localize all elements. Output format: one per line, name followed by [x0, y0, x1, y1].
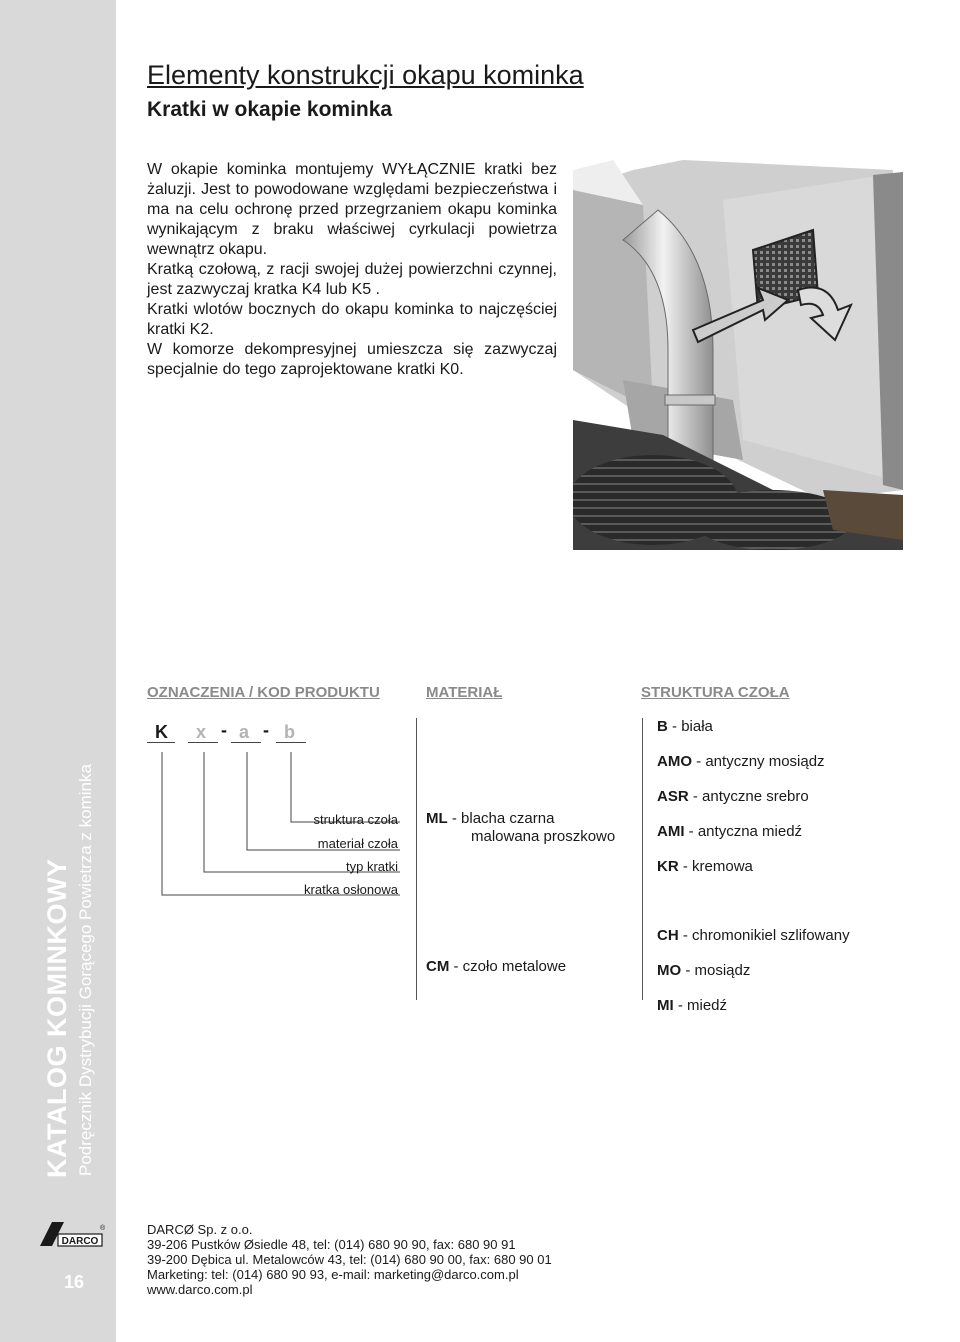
catalog-title: KATALOG KOMINKOWY	[42, 858, 72, 1178]
structure-desc: antyczna miedź	[697, 823, 803, 840]
structure-sep: -	[673, 997, 688, 1014]
material-code: ML	[426, 810, 448, 827]
structure-item	[657, 962, 750, 979]
code-a: a	[239, 722, 250, 742]
structure-item	[657, 823, 802, 840]
material-column-header: MATERIAŁ	[426, 684, 503, 701]
structure-sep: -	[678, 927, 693, 944]
intro-paragraph: W okapie kominka montujemy WYŁĄCZNIE kratki bez żaluzji. Jest to powodowane względami bezpieczeństwa i ma na celu ochronę przed przegrzaniem okapu kominka wynikającym z braku właściwej cyrkulacji powietrza wewnątrz okapu.	[147, 161, 557, 258]
page-subtitle: Kratki w okapie kominka	[147, 98, 393, 121]
label-kratka: kratka osłonowa	[304, 882, 398, 897]
structure-sep: -	[678, 858, 693, 875]
darco-logo	[38, 1220, 106, 1250]
code-column-header: OZNACZENIA / KOD PRODUKTU	[147, 684, 380, 701]
structure-code: AMO	[657, 753, 692, 770]
structure-code: MI	[657, 997, 674, 1014]
code-x: x	[196, 722, 207, 742]
logo-text: DARCO	[61, 1236, 99, 1247]
column-divider	[642, 718, 643, 1000]
material-desc: malowana proszkowo	[471, 828, 616, 845]
intro-paragraph: Kratką czołową, z racji swojej dużej powierzchni czynnej, jest zazwyczaj kratka K4 lub K5 .	[147, 261, 557, 298]
fireplace-hood-illustration	[573, 160, 903, 550]
structure-code: MO	[657, 962, 682, 979]
label-struktura: struktura czoła	[313, 812, 398, 827]
structure-code: AMI	[657, 823, 685, 840]
material-code: CM	[426, 958, 450, 975]
structure-desc: antyczny mosiądz	[705, 753, 825, 770]
footer-address: 39-200 Dębica ul. Metalowców 43, tel: (014) 680 90 00, fax: 680 90 01	[147, 1252, 552, 1267]
structure-desc: kremowa	[692, 858, 753, 875]
structure-code: ASR	[657, 788, 689, 805]
code-k: K	[155, 722, 168, 742]
catalog-subtitle: Podręcznik Dystrybucji Gorącego Powietrza z kominka	[76, 764, 95, 1176]
structure-sep: -	[684, 823, 698, 840]
code-b: b	[284, 722, 295, 742]
footer-marketing: Marketing: tel: (014) 680 90 93, e-mail: marketing@darco.com.pl	[147, 1267, 519, 1282]
structure-desc: antyczne srebro	[702, 788, 809, 805]
structure-desc: mosiądz	[694, 962, 751, 979]
material-ml	[426, 810, 615, 846]
structure-sep: -	[667, 718, 682, 735]
material-sep: -	[449, 958, 463, 975]
structure-code: CH	[657, 927, 679, 944]
intro-paragraph: Kratki wlotów bocznych do okapu kominka to najczęściej kratki K2.	[147, 301, 557, 338]
structure-item	[657, 927, 850, 944]
intro-paragraph: W komorze dekompresyjnej umieszcza się zazwyczaj specjalnie do tego zaprojektowane kratki K0.	[147, 341, 557, 378]
structure-sep: -	[681, 962, 695, 979]
page-number: 16	[64, 1272, 85, 1292]
material-cm	[426, 958, 566, 976]
structure-column-header: STRUKTURA CZOŁA	[641, 684, 790, 701]
material-desc: czoło metalowe	[462, 958, 567, 975]
structure-sep: -	[688, 788, 703, 805]
logo-mark: ®	[100, 1225, 106, 1232]
structure-desc: miedź	[687, 997, 728, 1014]
structure-item	[657, 753, 825, 770]
structure-item	[657, 858, 753, 875]
label-material: materiał czoła	[317, 836, 398, 851]
structure-code: KR	[657, 858, 679, 875]
structure-desc: chromonikiel szlifowany	[692, 927, 850, 944]
footer-company: DARCØ Sp. z o.o.	[147, 1222, 253, 1237]
code-dash: -	[263, 720, 269, 740]
structure-item	[657, 788, 809, 805]
column-divider	[416, 718, 417, 1000]
structure-desc: biała	[681, 718, 713, 735]
page-title: Elementy konstrukcji okapu kominka	[147, 60, 584, 90]
structure-sep: -	[692, 753, 706, 770]
structure-code: B	[657, 718, 668, 735]
structure-item	[657, 718, 713, 735]
footer-website[interactable]: www.darco.com.pl	[147, 1282, 253, 1297]
material-desc: blacha czarna	[461, 810, 555, 827]
code-dash: -	[221, 720, 227, 740]
label-typ: typ kratki	[345, 859, 398, 874]
footer-contact	[147, 1222, 552, 1297]
footer-address: 39-206 Pustków Øsiedle 48, tel: (014) 680 90 90, fax: 680 90 91	[147, 1237, 516, 1252]
material-sep: -	[447, 810, 462, 827]
intro-text	[147, 160, 557, 380]
structure-item	[657, 997, 727, 1014]
sidebar	[0, 0, 116, 1342]
